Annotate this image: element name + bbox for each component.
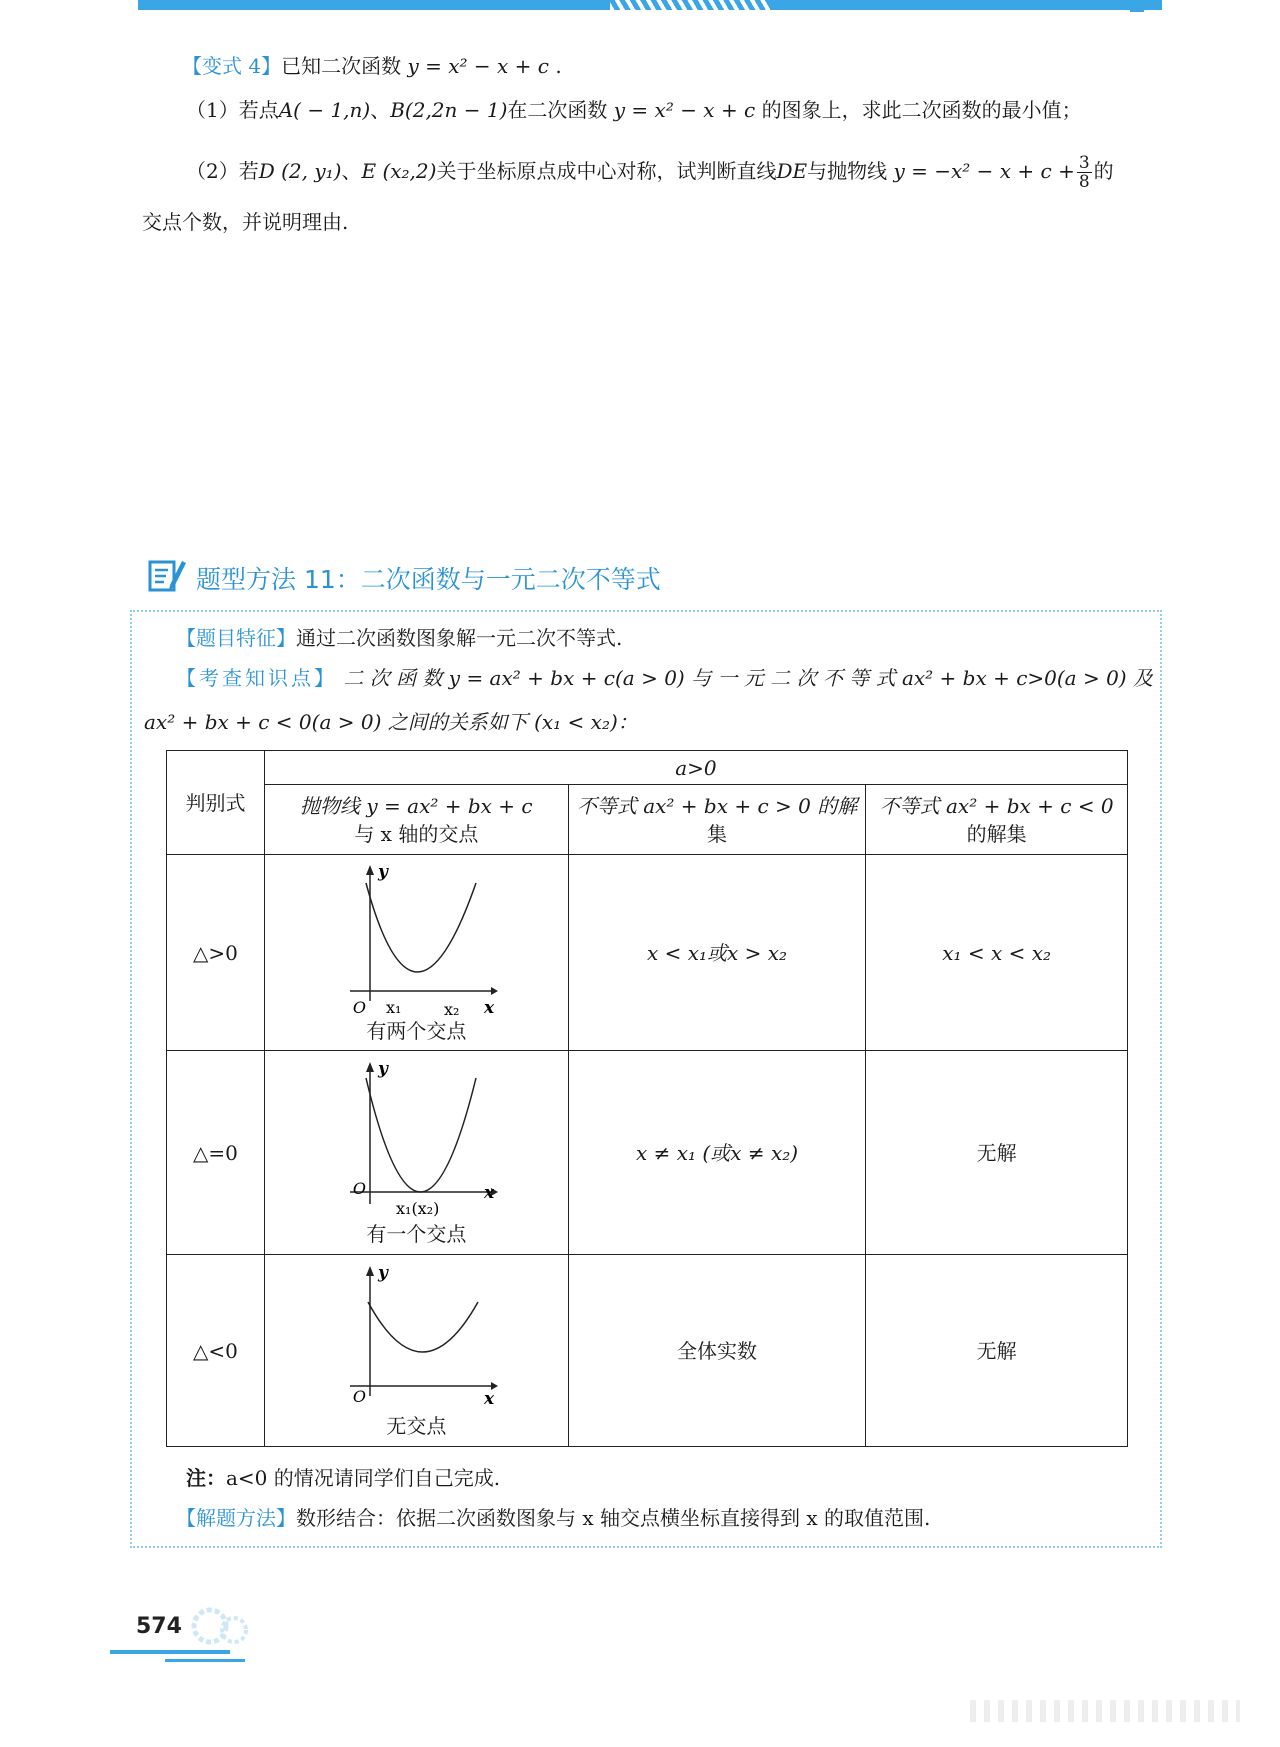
row2-graph-cell — [264, 1051, 568, 1255]
variant-end: . — [555, 54, 562, 78]
row1-x-arrow-icon — [491, 987, 498, 995]
row1-x-label: x — [484, 997, 495, 1018]
section-title — [148, 557, 661, 597]
row1-caption: 有两个交点 — [366, 1018, 467, 1043]
row1-parabola-graph — [326, 861, 506, 1019]
note-label: 注： — [186, 1466, 226, 1490]
row1-x2-label: x₂ — [444, 999, 460, 1019]
row2-x-label: x — [484, 1182, 495, 1203]
row3-parabola-graph — [326, 1262, 506, 1414]
header-discriminant: 判别式 — [167, 751, 265, 855]
row2-parabola-graph — [326, 1058, 506, 1222]
knowledge-text-2 — [144, 708, 638, 736]
header-col1 — [264, 785, 568, 855]
row2-gt-solution: x ≠ x₁ (或x ≠ x₂) — [568, 1051, 866, 1255]
scan-artifact — [970, 1700, 1240, 1722]
note-text: a<0 的情况请同学们自己完成. — [226, 1466, 501, 1490]
q2-pre: （2）若 — [186, 159, 259, 183]
knowledge-line — [176, 664, 1153, 692]
method-text: 数形结合：依据二次函数图象与 x 轴交点横坐标直接得到 x 的取值范围. — [296, 1506, 931, 1530]
row1-x1-label: x₁ — [386, 997, 402, 1017]
q2-frac-num: 3 — [1078, 153, 1090, 173]
header-col2-line2: 集 — [707, 821, 728, 846]
row2-caption: 有一个交点 — [366, 1221, 467, 1246]
row3-x-label: x — [484, 1388, 495, 1409]
variant-func: y = x² − x + c — [407, 54, 549, 78]
row3-y-arrow-icon — [366, 1266, 374, 1276]
method-tag: 【解题方法】 — [176, 1506, 296, 1530]
header-col3 — [866, 785, 1128, 855]
q1-mid: 在二次函数 — [507, 98, 608, 122]
row1-y-arrow-icon — [366, 865, 374, 875]
table-header-row-2 — [167, 785, 1128, 855]
q1-point-b: B(2,2n − 1) — [390, 98, 508, 122]
row2-origin-label: O — [353, 1178, 367, 1198]
note-line — [186, 1462, 500, 1491]
row2-parabola — [366, 1078, 476, 1192]
row3-graph-cell — [264, 1255, 568, 1447]
footer-line-1 — [110, 1650, 230, 1654]
q1-point-a: A( − 1,n) — [278, 98, 371, 122]
header-group: a>0 — [264, 751, 1127, 785]
q2-post: 的 — [1093, 159, 1114, 183]
q2-fraction — [1077, 154, 1092, 191]
row1-y-label: y — [378, 861, 389, 882]
header-col2 — [568, 785, 866, 855]
header-col3-line2: 的解集 — [966, 821, 1027, 846]
q2-point-e: E (x₂,2) — [361, 159, 437, 183]
q2-sep: 、 — [341, 159, 362, 183]
gear-decoration-icon — [188, 1604, 252, 1652]
feature-text: 通过二次函数图象解一元二次不等式. — [296, 626, 623, 650]
notepad-pen-icon — [148, 557, 188, 605]
header-col2-line1: 不等式 ax² + bx + c > 0 的解 — [576, 793, 858, 818]
header-col1-line2: 与 x 轴的交点 — [354, 821, 479, 846]
method-line — [176, 1502, 930, 1531]
q2-frac-den: 8 — [1078, 172, 1090, 192]
knowledge-text-2-span: ax² + bx + c < 0(a > 0) 之间的关系如下 (x₁ < x₂)： — [144, 710, 638, 734]
variant-tag: 【变式 4】 — [182, 54, 282, 78]
feature-line — [176, 624, 622, 652]
row3-discriminant: △<0 — [167, 1255, 265, 1447]
question-2 — [186, 154, 1114, 191]
variant-line — [182, 52, 562, 80]
knowledge-tag: 【考查知识点】 — [176, 666, 337, 690]
row3-y-label: y — [378, 1262, 389, 1283]
row3-caption: 无交点 — [386, 1413, 447, 1438]
row1-parabola — [366, 883, 476, 972]
section-title-text: 题型方法 11：二次函数与一元二次不等式 — [196, 565, 661, 594]
header-col3-line1: 不等式 ax² + bx + c < 0 — [879, 793, 1114, 818]
row3-lt-solution: 无解 — [866, 1255, 1128, 1447]
row1-lt-solution: x₁ < x < x₂ — [866, 855, 1128, 1051]
q1-pre: （1）若点 — [186, 98, 279, 122]
table-header-row-1 — [167, 751, 1128, 785]
row3-gt-solution: 全体实数 — [568, 1255, 866, 1447]
row1-origin-label: O — [353, 997, 367, 1017]
row1-discriminant: △>0 — [167, 855, 265, 1051]
q1-sep: 、 — [370, 98, 391, 122]
row1-graph-cell — [264, 855, 568, 1051]
question-1 — [186, 96, 1082, 124]
row2-discriminant: △=0 — [167, 1051, 265, 1255]
top-banner-end — [1130, 0, 1144, 12]
knowledge-text-1: 二 次 函 数 y = ax² + bx + c(a > 0) 与 一 元 二 次 不 等 式 ax² + bx + c>0(a > 0) 及 — [343, 666, 1153, 690]
row3-origin-label: O — [353, 1386, 367, 1406]
top-banner-stripes — [610, 0, 770, 10]
table-row — [167, 1255, 1128, 1447]
variant-lead: 已知二次函数 — [281, 54, 402, 78]
relationship-table — [166, 750, 1128, 1447]
feature-tag: 【题目特征】 — [176, 626, 296, 650]
row2-y-label: y — [378, 1058, 389, 1079]
q2-line: DE — [776, 159, 808, 183]
q1-post: 的图象上，求此二次函数的最小值； — [761, 98, 1082, 122]
page-number: 574 — [136, 1614, 182, 1639]
table-row — [167, 1051, 1128, 1255]
header-col1-line1: 抛物线 y = ax² + bx + c — [300, 793, 533, 818]
row2-lt-solution: 无解 — [866, 1051, 1128, 1255]
row2-x1-label: x₁(x₂) — [396, 1198, 440, 1218]
q1-func: y = x² − x + c — [613, 98, 756, 122]
q2-mid: 关于坐标原点成中心对称，试判断直线 — [436, 159, 777, 183]
question-2-cont: 交点个数，并说明理由. — [142, 210, 349, 234]
row1-gt-solution: x < x₁或x > x₂ — [568, 855, 866, 1051]
q2-func: y = −x² − x + c + — [893, 159, 1075, 183]
table-row — [167, 855, 1128, 1051]
q2-point-d: D (2, y₁) — [258, 159, 342, 183]
row3-parabola — [368, 1302, 478, 1352]
q2-mid2: 与抛物线 — [807, 159, 888, 183]
footer-line-2 — [165, 1659, 245, 1662]
row2-y-arrow-icon — [366, 1062, 374, 1072]
